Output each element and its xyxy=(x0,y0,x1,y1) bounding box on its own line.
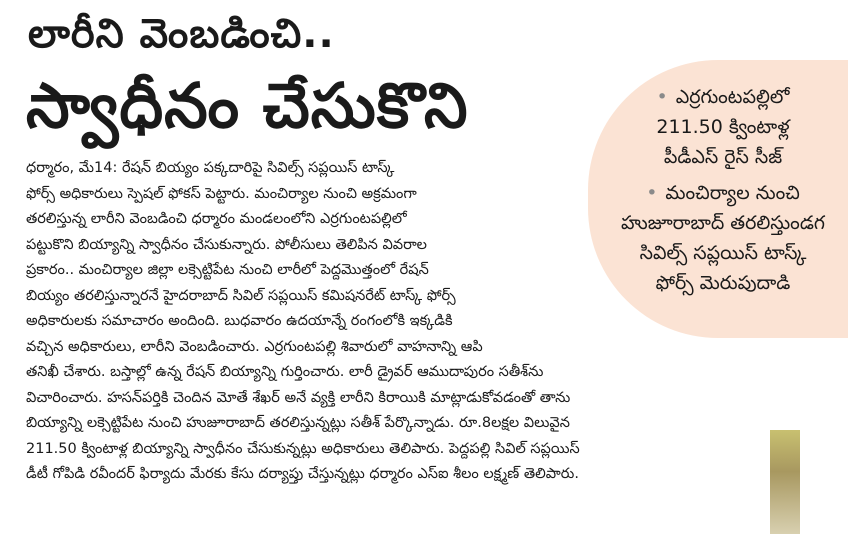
article-line: పట్టుకొని బియ్యాన్ని స్వాధీనం చేసుకున్నారు. పోలీసులు తెలిపిన వివరాల xyxy=(26,236,427,253)
article-body xyxy=(26,156,726,488)
article-line: తనిఖీ చేశారు. బస్తాల్లో ఉన్న రేషన్ బియ్యాన్ని గుర్తించారు. లారీ డ్రైవర్ ఆముదాపురం సతీశ్‌ను xyxy=(26,364,544,380)
article-line: డీటీ గోపిడి రవీందర్ ఫిర్యాదు మేరకు కేసు దర్యాప్తు చేస్తున్నట్లు ధర్మారం ఎస్ఐ శీలం లక్ష్మణ్ తెలిపారు. xyxy=(26,466,579,482)
article-line: బియ్యాన్ని లక్సెట్టిపేట నుంచి హుజూరాబాద్ తరలిస్తున్నట్లు సతీశ్ పేర్కొన్నాడు. రూ.8లక్షల విలువైన xyxy=(26,415,570,431)
highlight-line: హుజూరాబాద్ తరలిస్తుండగ xyxy=(621,212,825,234)
photo-edge xyxy=(770,430,800,534)
highlight-line: పీడీఎస్ రైస్ సీజ్ xyxy=(663,146,783,168)
highlight-line: 211.50 క్వింటాళ్ల xyxy=(656,116,790,138)
article-line: ప్రకారం.. మంచిర్యాల జిల్లా లక్సెట్టిపేట నుంచి లారీలో పెద్దమొత్తంలో రేషన్ xyxy=(26,262,429,278)
article-line: ఫోర్స్ అధికారులు స్పెషల్ ఫోకస్ పెట్టారు. మంచిర్యాల నుంచి అక్రమంగా xyxy=(26,185,417,202)
article-line: వచ్చిన అధికారులు, లారీని వెంబడించారు. ఎర్రగుంటపల్లి శివారులో వాహనాన్ని ఆపి xyxy=(26,338,483,355)
highlight-line: సివిల్స్ సప్లయిస్ టాస్క్ xyxy=(639,242,807,264)
headline-line-2: స్వాధీనం చేసుకొని xyxy=(26,69,469,142)
highlight-line: • మంచిర్యాల నుంచి xyxy=(598,178,848,208)
headline-line-1: లారీని వెంబడించి.. xyxy=(28,11,335,57)
article-line: బియ్యం తరలిస్తున్నారనే హైదరాబాద్ సివిల్ సప్లయిస్ కమిషనరేట్ టాస్క్ ఫోర్స్ xyxy=(26,287,456,304)
article-line: 211.50 క్వింటాళ్ల బియ్యాన్ని స్వాధీనం చేసుకున్నట్లు అధికారులు తెలిపారు. పెద్దపల్లి సివిల్ సప్లయిస్ xyxy=(26,440,580,457)
article-line: అధికారులకు సమాచారం అందింది. బుధవారం ఉదయాన్నే రంగంలోకి ఇక్కడికి xyxy=(26,313,453,329)
highlight-line: • ఎర్రగుంటపల్లిలో xyxy=(598,82,848,112)
article-line: తరలిస్తున్న లారీని వెంబడించి ధర్మారం మండలంలోని ఎర్రగుంటపల్లిలో xyxy=(26,211,407,227)
article-line: విచారించారు. హసన్‌పర్తికి చెందిన మోతే శేఖర్ అనే వ్యక్తి లారీని కిరాయికి మాట్లాడుకోవడంతో తాను xyxy=(26,389,571,406)
article-line: ధర్మారం, మే14: రేషన్ బియ్యం పక్కదారిపై సివిల్స్ సప్లయిస్ టాస్క్ xyxy=(26,160,395,176)
highlight-line: ఫోర్స్ మెరుపుదాడి xyxy=(655,272,791,294)
